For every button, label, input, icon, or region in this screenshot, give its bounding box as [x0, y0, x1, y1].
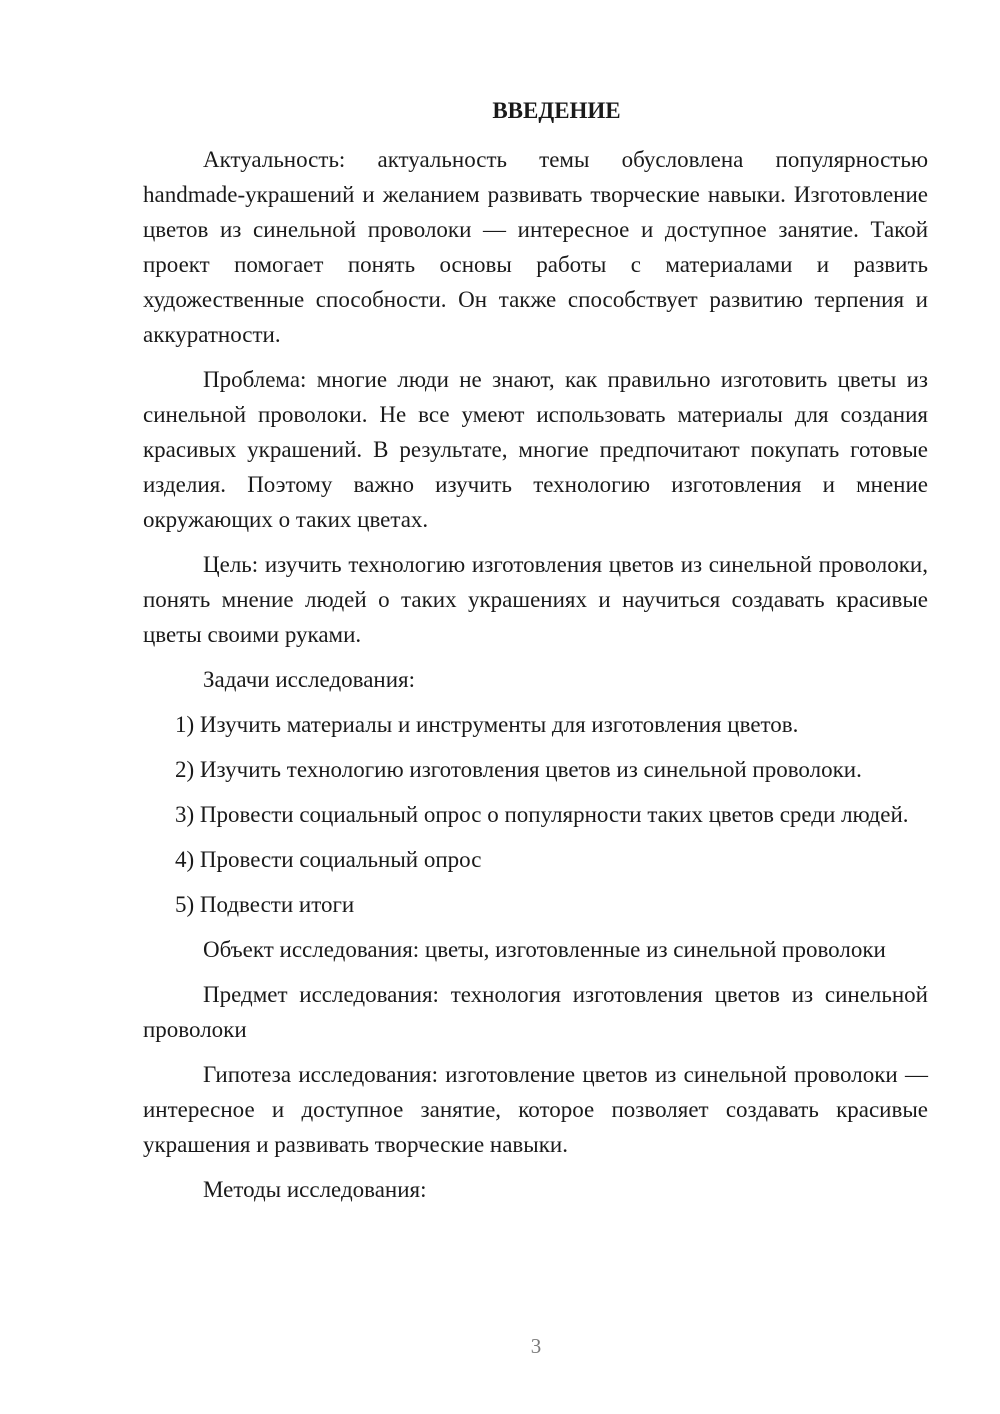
paragraph-hypothesis: Гипотеза исследования: изготовление цветов из синельной проволоки — интересное и доступное занятие, которое позволяет создавать красивые украшения и развивать творческие навыки. [143, 1062, 928, 1157]
paragraph-problem: Проблема: многие люди не знают, как правильно изготовить цветы из синельной проволоки. Не все умеют использовать материалы для создания красивых украшений. В результате, многие предпочитают покупать готовые изделия. Поэтому важно изучить технологию изготовления и мнение окружающих о таких цветах. [143, 367, 928, 532]
paragraph-relevance: Актуальность: актуальность темы обусловлена популярностью handmade-украшений и желанием развивать творческие навыки. Изготовление цветов из синельной проволоки — интересное и доступное занятие. Такой проект помогает понять основы работы с материалами и развить художественные способности. Он также способствует развитию терпения и аккуратности. [143, 147, 928, 347]
page-number: 3 [530, 1334, 542, 1358]
page-title: ВВЕДЕНИЕ [492, 98, 621, 123]
paragraph-goal: Цель: изучить технологию изготовления цветов из синельной проволоки, понять мнение людей о таких украшениях и научиться создавать красивые цветы своими руками. [143, 552, 928, 647]
paragraph-object: Объект исследования: цветы, изготовленные из синельной проволоки [203, 937, 886, 962]
document-page [143, 95, 928, 1217]
task-item-4: 4) Провести социальный опрос [175, 847, 482, 872]
task-item-1: 1) Изучить материалы и инструменты для изготовления цветов. [175, 712, 799, 737]
tasks-heading: Задачи исследования: [203, 667, 416, 692]
task-item-5: 5) Подвести итоги [175, 892, 355, 917]
paragraph-methods: Методы исследования: [203, 1177, 427, 1202]
paragraph-subject: Предмет исследования: технология изготовления цветов из синельной проволоки [143, 982, 928, 1042]
task-item-3: 3) Провести социальный опрос о популярности таких цветов среди людей. [175, 802, 909, 827]
task-item-2: 2) Изучить технологию изготовления цветов из синельной проволоки. [175, 757, 862, 782]
